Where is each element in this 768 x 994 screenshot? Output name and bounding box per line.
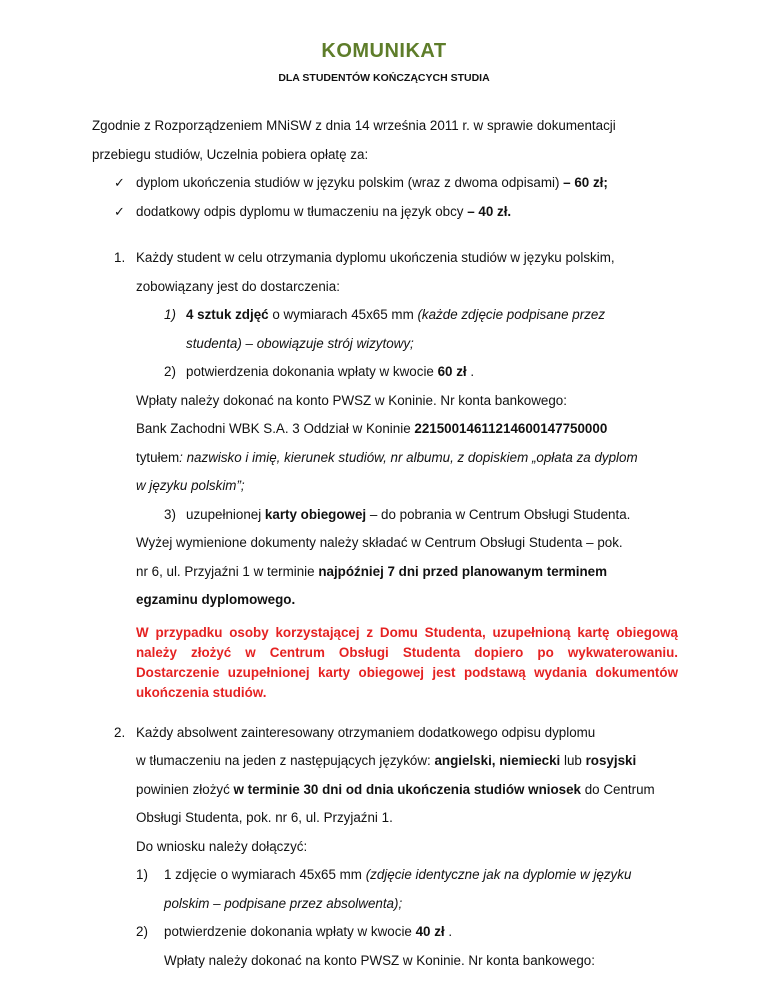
account-number: 22150014611214600147750000 — [414, 421, 608, 436]
intro-line-2: przebiegu studiów, Uczelnia pobiera opłatę za: — [92, 146, 369, 162]
document-body — [92, 112, 678, 975]
section-2-attach-label: Do wniosku należy dołączyć: — [136, 838, 308, 854]
checkmark-icon: ✓ — [114, 175, 125, 190]
section-2-line-2: w tłumaczeniu na jeden z następujących języków: angielski, niemiecki lub rosyjski — [136, 753, 637, 768]
section-2-line-3: powinien złożyć w terminie 30 dni od dnia ukończenia studiów wniosek do Centrum — [136, 781, 655, 797]
section-2-item-1: 1) 1 zdjęcie o wymiarach 45x65 mm (zdjęcie identyczne jak na dyplomie w języku — [136, 867, 632, 882]
section-1-submit-line-3: egzaminu dyplomowego. — [136, 592, 296, 607]
section-1-item-2: 2) potwierdzenia dokonania wpłaty w kwocie 60 zł . — [164, 364, 475, 379]
section-1-line-1: 1. Każdy student w celu otrzymania dyplomu ukończenia studiów w języku polskim, — [114, 250, 615, 265]
section-1-submit-line-1: Wyżej wymienione dokumenty należy składać w Centrum Obsługi Studenta – pok. — [136, 535, 623, 550]
fee-item: ✓ dyplom ukończenia studiów w języku polskim (wraz z dwoma odpisami) – 60 zł; — [92, 169, 678, 198]
section-2-payment-info: Wpłaty należy dokonać na konto PWSZ w Koninie. Nr konta bankowego: — [164, 952, 595, 968]
intro-line-1: Zgodnie z Rozporządzeniem MNiSW z dnia 14 września 2011 r. w sprawie dokumentacji — [92, 118, 616, 133]
section-2-item-2: 2) potwierdzenie dokonania wpłaty w kwocie 40 zł . — [136, 924, 453, 939]
page-title: KOMUNIKAT — [321, 40, 447, 62]
section-1-item-3: 3) uzupełnionej karty obiegowej – do pobrania w Centrum Obsługi Studenta. — [164, 506, 631, 522]
section-1-transfer-title: tytułem: nazwisko i imię, kierunek studiów, nr albumu, z dopiskiem „opłata za dyplom — [136, 449, 638, 465]
checkmark-icon: ✓ — [114, 203, 125, 219]
section-2-line-1: 2. Każdy absolwent zainteresowany otrzymaniem dodatkowego odpisu dyplomu — [114, 724, 596, 740]
section-1-payment-info: Wpłaty należy dokonać na konto PWSZ w Koninie. Nr konta bankowego: — [136, 392, 567, 408]
page-subtitle: DLA STUDENTÓW KOŃCZĄCYCH STUDIA — [278, 72, 490, 84]
section-1-item-1: 1) 4 sztuk zdjęć o wymiarach 45x65 mm (każde zdjęcie podpisane przez — [164, 307, 606, 322]
section-1-item-1-cont: studenta) – obowiązuje strój wizytowy; — [186, 335, 414, 351]
fee-item: ✓ dodatkowy odpis dyplomu w tłumaczeniu na język obcy – 40 zł. — [92, 198, 678, 227]
section-1-bank-account: Bank Zachodni WBK S.A. 3 Oddział w Koninie 22150014611214600147750000 — [136, 421, 608, 436]
section-2-item-1-cont: polskim – podpisane przez absolwenta); — [164, 895, 403, 911]
section-1-line-2: zobowiązany jest do dostarczenia: — [136, 278, 340, 294]
dormitory-notice: W przypadku osoby korzystającej z Domu Studenta, uzupełnioną kartę obiegową należy złożyć w Centrum Obsługi Studenta dopiero po wykwaterowaniu. Dostarczenie uzupełnionej karty obiegowej jest podstawą wydania dokumentów ukończenia studiów. — [136, 624, 678, 700]
section-1-transfer-title-cont: w języku polskim”; — [136, 478, 245, 493]
section-1-submit-line-2: nr 6, ul. Przyjaźni 1 w terminie najpóźniej 7 dni przed planowanym terminem — [136, 563, 608, 579]
section-2-line-4: Obsługi Studenta, pok. nr 6, ul. Przyjaźni 1. — [136, 810, 393, 825]
